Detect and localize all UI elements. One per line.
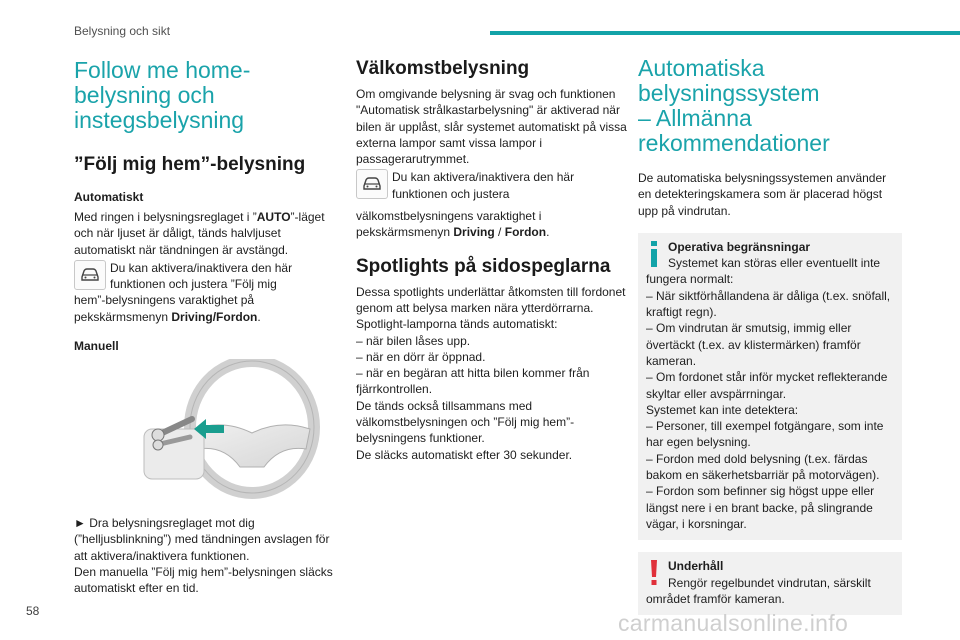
paragraph-intro: De automatiska belysningssystemen använder en detekteringskamera som är placerad högst upp på vindrutan. (638, 171, 887, 218)
info-box-first-line: Systemet kan störas eller eventuellt inte (668, 256, 881, 271)
paragraph-spotlights: Dessa spotlights underlättar åtkomsten till fordonet genom att belysa marken nära ytterdörrarna. (356, 284, 626, 315)
menu-note-row (356, 169, 630, 202)
info-box-title: Operativa begränsningar (668, 239, 811, 254)
page-number: 58 (26, 604, 40, 618)
steering-wheel-illustration (74, 359, 336, 509)
menu-note-continuation: välkomstbelysningens varaktighet i pekskärmsmenyn Driving / Fordon. (356, 209, 550, 240)
column-follow-me-home (74, 52, 336, 597)
text-line: Spotlight-lamporna tänds automatiskt: (356, 317, 558, 332)
list-item: – Om fordonet står inför mycket reflekterande skyltar eller avspärrningar. (646, 370, 888, 401)
list-item: – Fordon som befinner sig högst uppe eller längst nere i en brant backe, på slingrande vägar, i korsningar. (646, 484, 875, 531)
menu-note-text: Du kan aktivera/inaktivera den här funktionen och justera (392, 170, 575, 201)
vehicle-menu-icon (74, 260, 106, 290)
warning-box-title: Underhåll (668, 559, 724, 574)
warning-box-first-line: Rengör regelbundet vindrutan, särskilt (668, 575, 871, 590)
subheading-manuell: Manuell (74, 339, 119, 354)
heading-valkomstbelysning: Välkomstbelysning (356, 58, 530, 79)
header-section-title: Belysning och sikt (74, 24, 171, 38)
list-item: – Personer, till exempel fotgängare, som inte har egen belysning. (646, 419, 884, 450)
text-line: Systemet kan inte detektera: (646, 402, 799, 417)
column-automatiska-system (638, 52, 902, 615)
text-line: fungera normalt: (646, 272, 734, 287)
watermark: carmanualsonline.info (618, 610, 849, 636)
section-title-follow-me-home: Follow me home- belysning och instegsbelysning (74, 57, 251, 133)
warning-box-text: området framför kameran. (646, 591, 785, 606)
text-line: De tänds också tillsammans med välkomstbelysningen och ”Följ mig hem”-belysningens funktioner. (356, 398, 575, 446)
info-box-operativa (638, 233, 902, 540)
header-accent-bar (490, 31, 960, 35)
list-item: – Om vindrutan är smutsig, immig eller övertäckt (t.ex. av klistermärken) framför kameran. (646, 321, 861, 368)
subheading-automatiskt: Automatiskt (74, 190, 144, 204)
paragraph-manuell-note: Den manuella ”Följ mig hem”-belysningen släcks automatiskt efter en tid. (74, 564, 333, 596)
section-title-automatiska: Automatiska belysningssystem – Allmänna rekommendationer (638, 55, 830, 156)
paragraph-manuell-instruction: ► Dra belysningsreglaget mot dig (”helljusblinkning”) med tändningen avslagen för att aktivera/inaktivera funktionen. (74, 516, 330, 563)
list-item: – När siktförhållandena är dåliga (t.ex. snöfall, kraftigt regn). (646, 288, 891, 320)
menu-note-text: Du kan aktivera/inaktivera den här funktionen och justera ”Följ mig (110, 260, 293, 292)
list-item: – när en begäran att hitta bilen kommer från fjärrkontrollen. (356, 366, 590, 397)
paragraph-auto: Med ringen i belysningsreglaget i ”AUTO”-läget och när ljuset är dåligt, tänds halvljuset automatiskt när tändningen är avstängd. (74, 210, 325, 257)
menu-note-continuation: hem”-belysningens varaktighet på pekskärmsmenyn Driving/Fordon. (74, 293, 261, 324)
warning-icon (648, 560, 660, 586)
paragraph-valkomst: Om omgivande belysning är svag och funktionen "Automatisk strålkastarbelysning" är aktiverad när bilen är upplåst, slår systemet automatiskt på vissa externa lampor samt vissa lampor i passagerarutrymmet. (356, 87, 627, 167)
heading-folj-mig-hem: ”Följ mig hem”-belysning (74, 154, 306, 175)
vehicle-menu-icon (356, 169, 388, 199)
column-valkomstbelysning (356, 52, 630, 463)
info-icon (648, 241, 660, 267)
text-line: De släcks automatiskt efter 30 sekunder. (356, 447, 573, 462)
menu-note-row (74, 260, 336, 293)
list-item: – när en dörr är öppnad. (356, 349, 486, 364)
heading-spotlights: Spotlights på sidospeglarna (356, 255, 611, 277)
list-item: – Fordon med dold belysning (t.ex. färdas bakom en säkerhetsbarriär på motorvägen). (646, 451, 880, 483)
list-item: – när bilen låses upp. (356, 333, 471, 348)
warning-box-underhall (638, 552, 902, 615)
